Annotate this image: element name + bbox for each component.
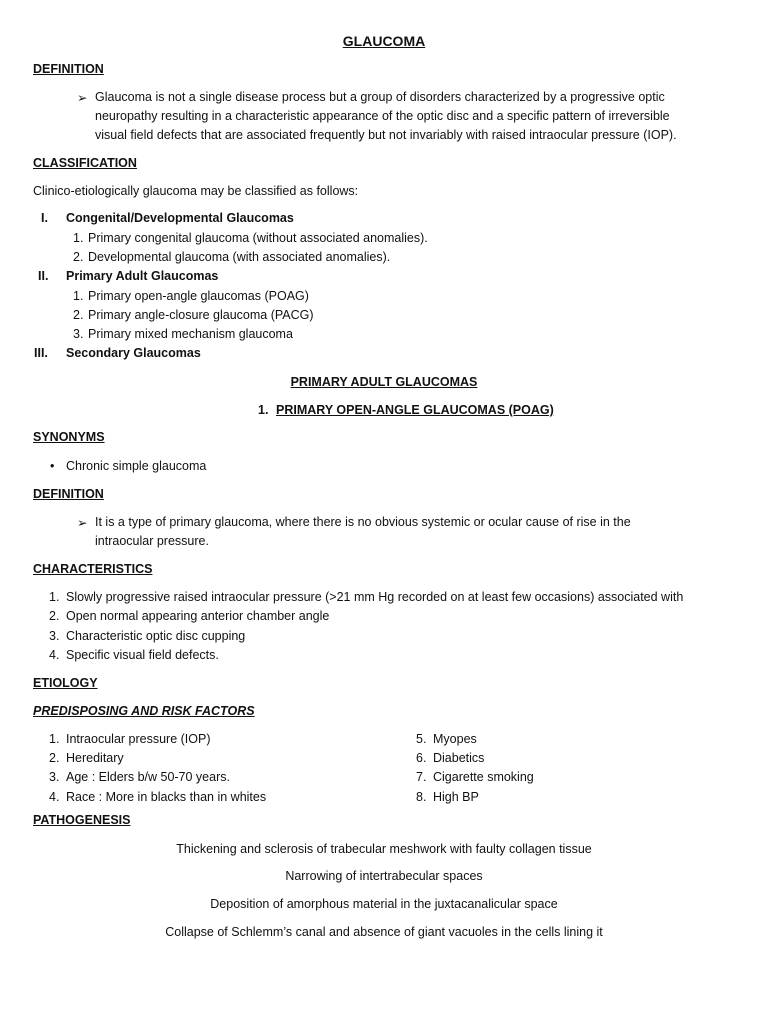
group-numeral: III.: [34, 346, 48, 360]
list-item: Developmental glaucoma (with associated anomalies).: [88, 250, 391, 264]
list-item: Primary mixed mechanism glaucoma: [88, 327, 293, 341]
classification-intro: Clinico-etiologically glaucoma may be classified as follows:: [33, 184, 359, 198]
pathogenesis-step: Collapse of Schlemm’s canal and absence of giant vacuoles in the cells lining it: [165, 925, 603, 939]
list-item: Primary angle-closure glaucoma (PACG): [88, 308, 314, 322]
list-item-number: 1.: [49, 590, 60, 604]
list-item: Diabetics: [433, 751, 485, 765]
list-item-number: 8.: [416, 790, 427, 804]
list-item: Slowly progressive raised intraocular pressure (>21 mm Hg recorded on at least few occasions) associated with: [66, 590, 684, 604]
list-item-number-text: 3.: [73, 327, 84, 341]
list-item-number: 3.: [49, 770, 60, 784]
group-label: Secondary Glaucomas: [66, 346, 201, 360]
list-item: Open normal appearing anterior chamber angle: [66, 609, 330, 623]
list-item-number: 7.: [416, 770, 427, 784]
definition-line-3: visual field defects that are associated frequently but not invariably with raised intraocular pressure (IOP).: [95, 128, 677, 142]
definition-line-1: Glaucoma is not a single disease process but a group of disorders characterized by a progressive optic: [95, 90, 665, 104]
list-item-number: [73, 308, 83, 322]
characteristics-heading: CHARACTERISTICS: [33, 562, 153, 576]
page-title: GLAUCOMA: [342, 33, 426, 49]
list-item-number-text: 1.: [73, 289, 84, 303]
list-item: Primary congenital glaucoma (without associated anomalies).: [88, 231, 428, 245]
list-item-number: [73, 250, 83, 264]
group-label: Primary Adult Glaucomas: [66, 269, 219, 283]
list-item: Race : More in blacks than in whites: [66, 790, 267, 804]
subsection-number: 1.: [258, 403, 269, 417]
list-item: Characteristic optic disc cupping: [66, 629, 246, 643]
list-item: Cigarette smoking: [433, 770, 534, 784]
definition-heading: DEFINITION: [33, 62, 104, 76]
list-item-number: [73, 327, 83, 341]
list-item: High BP: [433, 790, 479, 804]
list-item: Chronic simple glaucoma: [66, 459, 207, 473]
list-item: Specific visual field defects.: [66, 648, 219, 662]
list-item-number: 5.: [416, 732, 427, 746]
arrow-bullet-icon: ➢: [77, 516, 88, 530]
list-item-number: 3.: [49, 629, 60, 643]
definition-line-2: neuropathy resulting in a characteristic appearance of the optic disc and a specific pattern of irreversible: [95, 109, 670, 123]
list-item-number: 6.: [416, 751, 427, 765]
list-item-number: [73, 289, 83, 303]
list-item-number: [73, 231, 83, 245]
etiology-heading: ETIOLOGY: [33, 676, 98, 690]
list-item-number: 4.: [49, 790, 60, 804]
list-item-number-text: 1.: [73, 231, 84, 245]
definition-heading: DEFINITION: [33, 487, 104, 501]
list-item: Age : Elders b/w 50-70 years.: [66, 770, 230, 784]
section-heading: PRIMARY ADULT GLAUCOMAS: [290, 375, 478, 389]
definition-line-1: It is a type of primary glaucoma, where there is no obvious systemic or ocular cause of rise in the: [95, 515, 631, 529]
list-item: Myopes: [433, 732, 477, 746]
classification-heading: CLASSIFICATION: [33, 156, 137, 170]
pathogenesis-step: Thickening and sclerosis of trabecular meshwork with faulty collagen tissue: [176, 842, 592, 856]
list-item-number-text: 2.: [73, 308, 84, 322]
risk-factors-heading: PREDISPOSING AND RISK FACTORS: [33, 704, 255, 718]
list-item-number: 4.: [49, 648, 60, 662]
dot-bullet-icon: •: [50, 459, 55, 473]
arrow-bullet-icon: ➢: [77, 91, 88, 105]
synonyms-heading: SYNONYMS: [33, 430, 105, 444]
list-item-number: 2.: [49, 751, 60, 765]
list-item: Primary open-angle glaucomas (POAG): [88, 289, 309, 303]
subsection-heading: PRIMARY OPEN-ANGLE GLAUCOMAS (POAG): [276, 403, 554, 417]
group-label: Congenital/Developmental Glaucomas: [66, 211, 294, 225]
list-item-number-text: 2.: [73, 250, 84, 264]
list-item: Intraocular pressure (IOP): [66, 732, 211, 746]
pathogenesis-step: Narrowing of intertrabecular spaces: [285, 869, 483, 883]
pathogenesis-step: Deposition of amorphous material in the juxtacanalicular space: [210, 897, 558, 911]
list-item-number: 2.: [49, 609, 60, 623]
list-item: Hereditary: [66, 751, 124, 765]
list-item-number: 1.: [49, 732, 60, 746]
group-numeral: I.: [41, 211, 48, 225]
group-numeral: II.: [38, 269, 49, 283]
definition-line-2: intraocular pressure.: [95, 534, 209, 548]
pathogenesis-heading: PATHOGENESIS: [33, 813, 131, 827]
